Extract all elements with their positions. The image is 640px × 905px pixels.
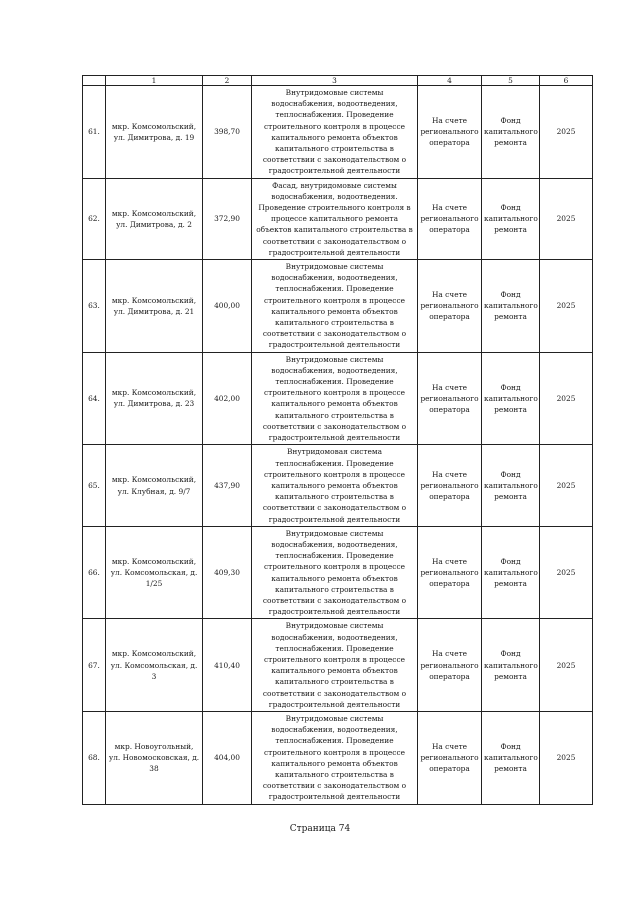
table-row [83, 619, 593, 712]
address-cell: мкр. Комсомольский, ул. Клубная, д. 9/7 [106, 445, 203, 526]
table-row [83, 260, 593, 353]
header-cell: 2 [203, 76, 252, 86]
area-cell: 409,30 [203, 526, 252, 619]
funding-source-cell: На счете регионального оператора [418, 445, 482, 526]
row-number-cell: 64. [83, 352, 106, 445]
row-number-cell: 66. [83, 526, 106, 619]
address-cell: мкр. Комсомольский, ул. Димитрова, д. 2 [106, 178, 203, 259]
year-cell: 2025 [540, 445, 593, 526]
area-cell: 402,00 [203, 352, 252, 445]
funding-source-cell: На счете регионального оператора [418, 619, 482, 712]
address-cell: мкр. Комсомольский, ул. Комсомольская, д. 3 [106, 619, 203, 712]
header-cell: 6 [540, 76, 593, 86]
fund-cell: Фонд капитального ремонта [482, 445, 540, 526]
works-cell: Внутридомовые системы водоснабжения, водоотведения, теплоснабжения. Проведение строительного контроля в процессе капитального ремонта объектов капитального строительства в соответствии с законодательством о градостроительной деятельности [252, 619, 418, 712]
fund-cell: Фонд капитального ремонта [482, 352, 540, 445]
year-cell: 2025 [540, 352, 593, 445]
fund-cell: Фонд капитального ремонта [482, 619, 540, 712]
row-number-cell: 67. [83, 619, 106, 712]
works-cell: Фасад, внутридомовые системы водоснабжения, водоотведения. Проведение строительного контроля в процессе капитального ремонта объектов капитального строительства в соответствии с законодательством о градостроительной деятельности [252, 178, 418, 259]
year-cell: 2025 [540, 178, 593, 259]
fund-cell: Фонд капитального ремонта [482, 178, 540, 259]
fund-cell: Фонд капитального ремонта [482, 86, 540, 179]
area-cell: 437,90 [203, 445, 252, 526]
year-cell: 2025 [540, 619, 593, 712]
funding-source-cell: На счете регионального оператора [418, 86, 482, 179]
area-cell: 410,40 [203, 619, 252, 712]
row-number-cell: 63. [83, 260, 106, 353]
schedule-table [82, 75, 593, 805]
area-cell: 404,00 [203, 711, 252, 804]
table-row [83, 711, 593, 804]
area-cell: 398,70 [203, 86, 252, 179]
area-cell: 372,90 [203, 178, 252, 259]
fund-cell: Фонд капитального ремонта [482, 711, 540, 804]
address-cell: мкр. Комсомольский, ул. Димитрова, д. 19 [106, 86, 203, 179]
header-cell: 4 [418, 76, 482, 86]
table-row [83, 178, 593, 259]
row-number-cell: 68. [83, 711, 106, 804]
table-row [83, 445, 593, 526]
address-cell: мкр. Комсомольский, ул. Комсомольская, д. 1/25 [106, 526, 203, 619]
table-row [83, 526, 593, 619]
funding-source-cell: На счете регионального оператора [418, 711, 482, 804]
fund-cell: Фонд капитального ремонта [482, 526, 540, 619]
works-cell: Внутридомовые системы водоснабжения, водоотведения, теплоснабжения. Проведение строительного контроля в процессе капитального ремонта объектов капитального строительства в соответствии с законодательством о градостроительной деятельности [252, 86, 418, 179]
address-cell: мкр. Новоугольный, ул. Новомосковская, д. 38 [106, 711, 203, 804]
row-number-cell: 62. [83, 178, 106, 259]
funding-source-cell: На счете регионального оператора [418, 526, 482, 619]
works-cell: Внутридомовые системы водоснабжения, водоотведения, теплоснабжения. Проведение строительного контроля в процессе капитального ремонта объектов капитального строительства в соответствии с законодательством о градостроительной деятельности [252, 711, 418, 804]
funding-source-cell: На счете регионального оператора [418, 260, 482, 353]
table-row [83, 352, 593, 445]
address-cell: мкр. Комсомольский, ул. Димитрова, д. 21 [106, 260, 203, 353]
funding-source-cell: На счете регионального оператора [418, 352, 482, 445]
column-number-row [83, 76, 593, 86]
row-number-cell: 61. [83, 86, 106, 179]
year-cell: 2025 [540, 86, 593, 179]
header-cell: 5 [482, 76, 540, 86]
works-cell: Внутридомовые системы водоснабжения, водоотведения, теплоснабжения. Проведение строительного контроля в процессе капитального ремонта объектов капитального строительства в соответствии с законодательством о градостроительной деятельности [252, 260, 418, 353]
year-cell: 2025 [540, 260, 593, 353]
header-cell: 3 [252, 76, 418, 86]
fund-cell: Фонд капитального ремонта [482, 260, 540, 353]
year-cell: 2025 [540, 711, 593, 804]
year-cell: 2025 [540, 526, 593, 619]
works-cell: Внутридомовая система теплоснабжения. Проведение строительного контроля в процессе капитального ремонта объектов капитального строительства в соответствии с законодательством о градостроительной деятельности [252, 445, 418, 526]
funding-source-cell: На счете регионального оператора [418, 178, 482, 259]
header-cell: 1 [106, 76, 203, 86]
header-blank-cell [83, 76, 106, 86]
works-cell: Внутридомовые системы водоснабжения, водоотведения, теплоснабжения. Проведение строительного контроля в процессе капитального ремонта объектов капитального строительства в соответствии с законодательством о градостроительной деятельности [252, 352, 418, 445]
table-body [83, 76, 593, 805]
page-number: Страница 74 [289, 824, 351, 834]
area-cell: 400,00 [203, 260, 252, 353]
table-row [83, 86, 593, 179]
address-cell: мкр. Комсомольский, ул. Димитрова, д. 23 [106, 352, 203, 445]
row-number-cell: 65. [83, 445, 106, 526]
works-cell: Внутридомовые системы водоснабжения, водоотведения, теплоснабжения. Проведение строительного контроля в процессе капитального ремонта объектов капитального строительства в соответствии с законодательством о градостроительной деятельности [252, 526, 418, 619]
